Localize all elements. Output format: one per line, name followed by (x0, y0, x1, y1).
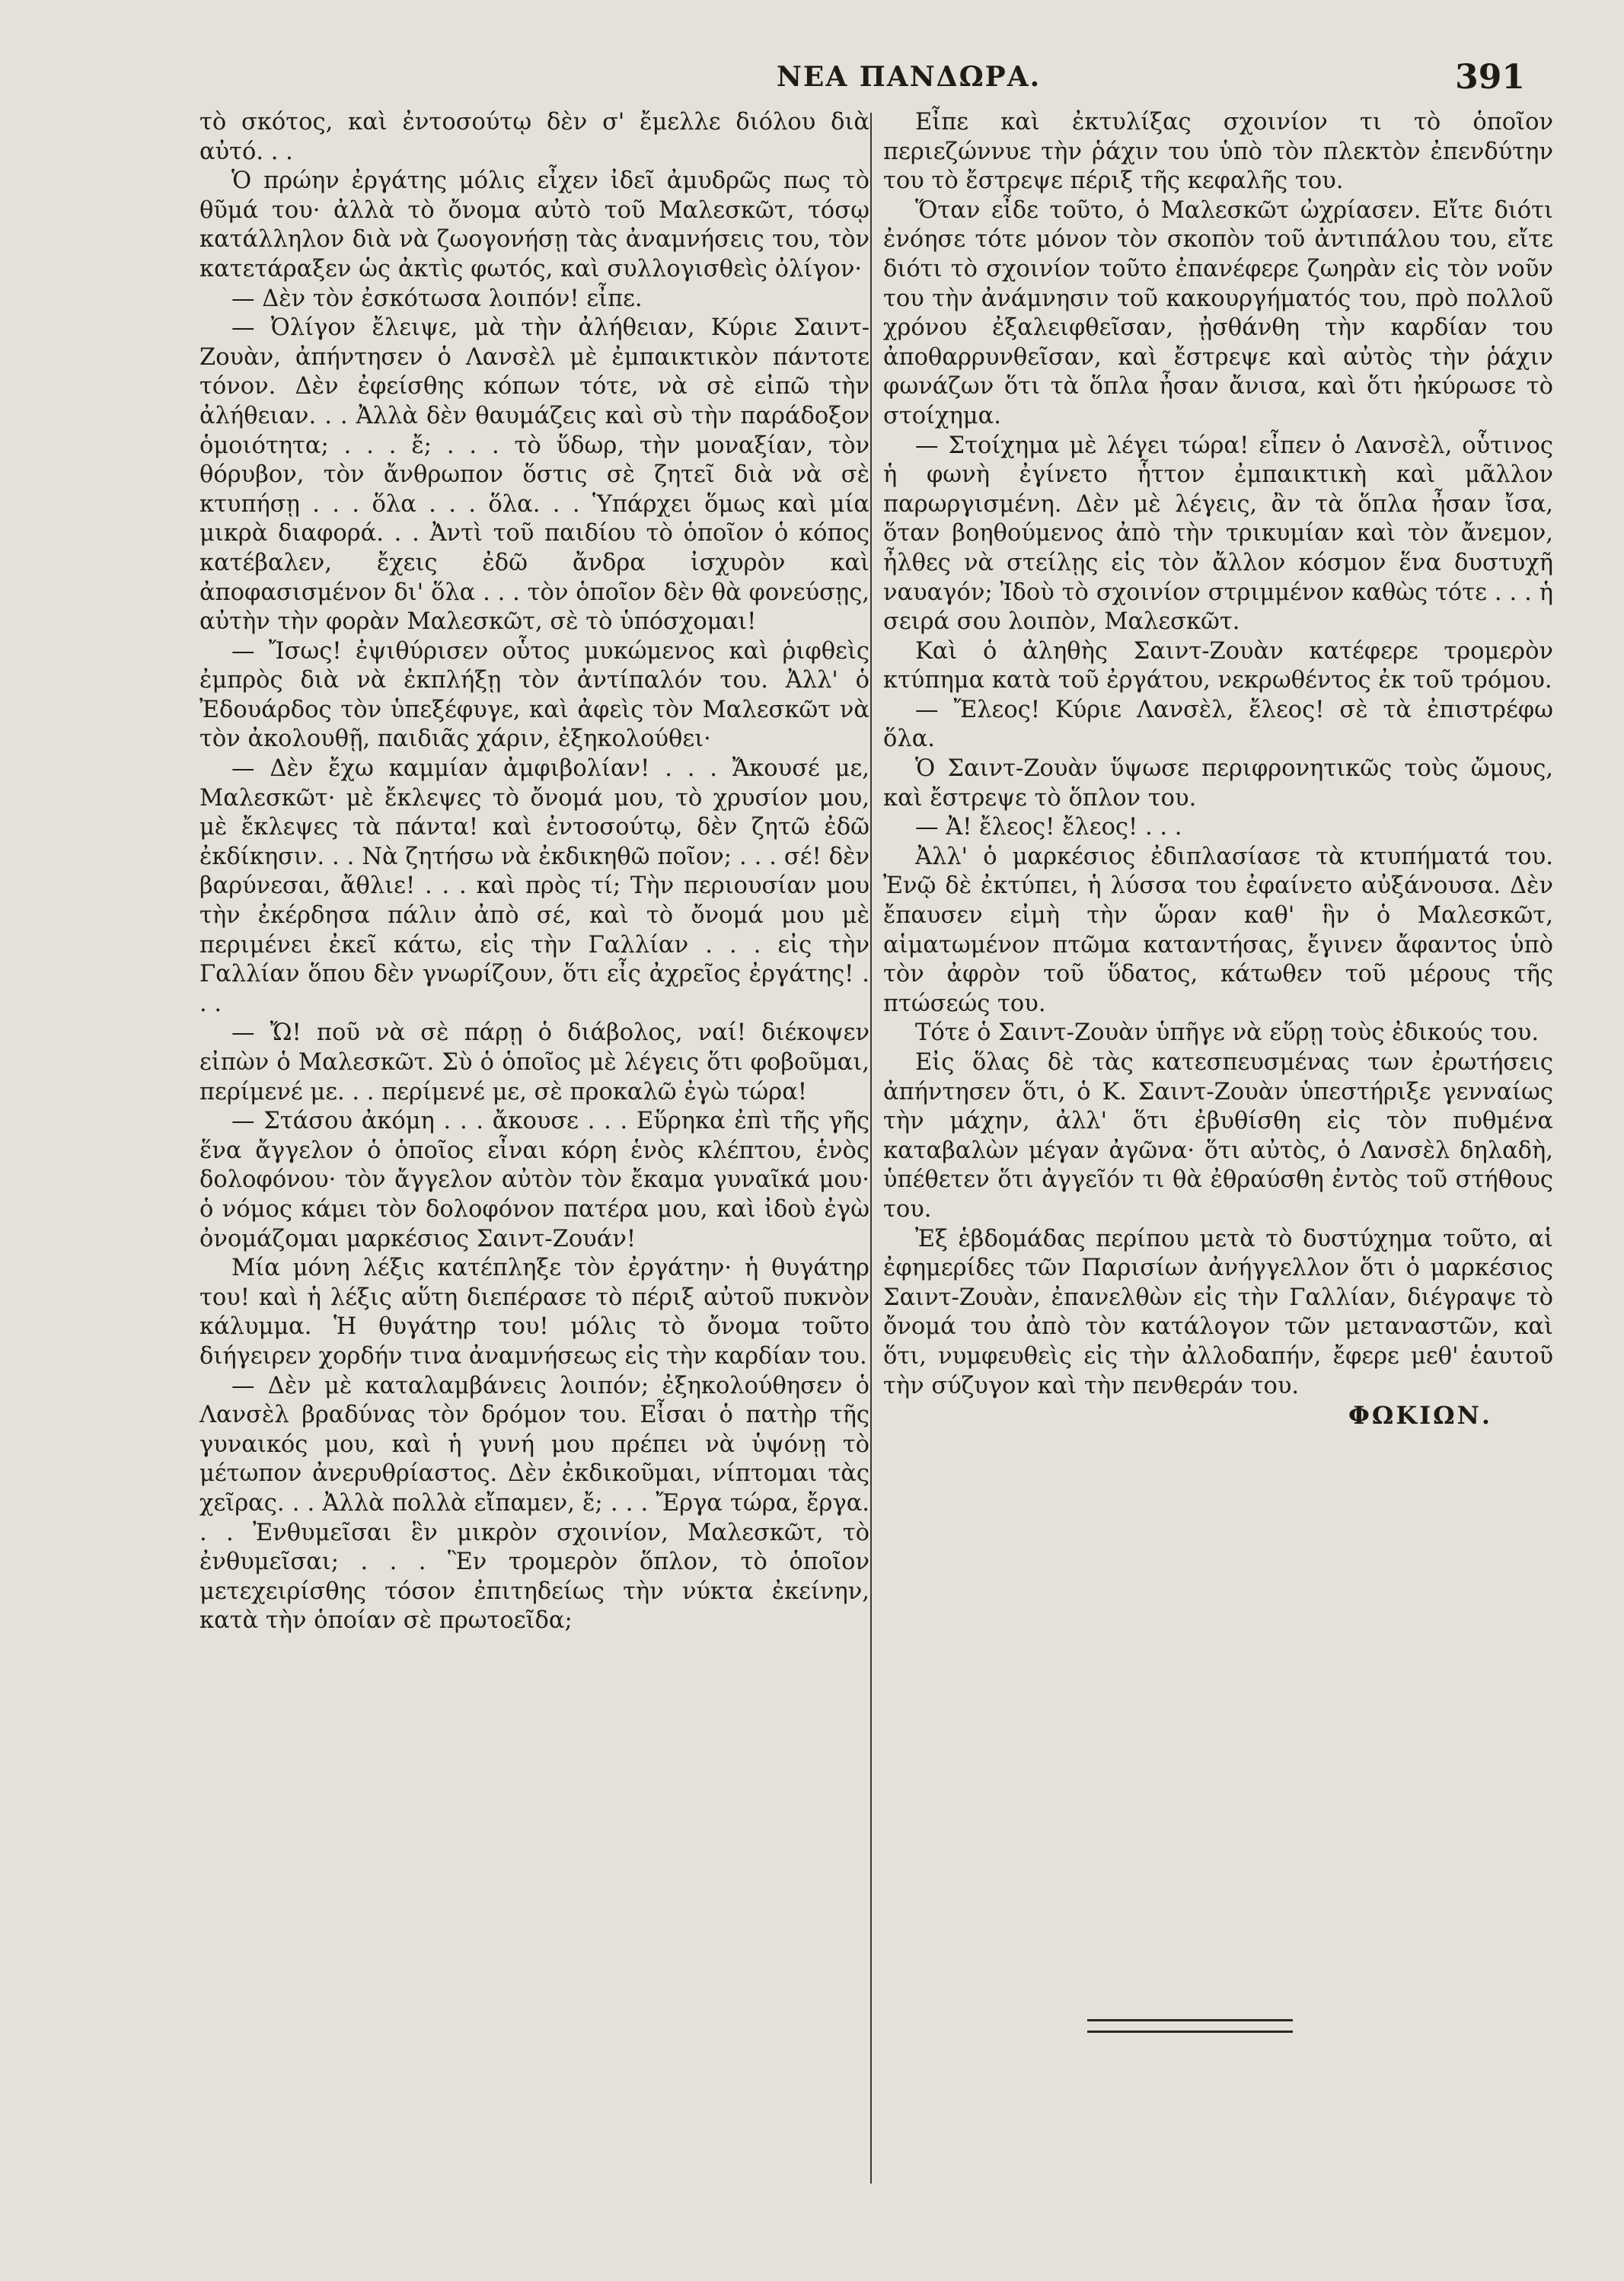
paragraph: Ἀλλ' ὁ μαρκέσιος ἐδιπλασίασε τὰ κτυπήματά του. Ἐνῷ δὲ ἐκτύπει, ἡ λύσσα του ἐφαίνετο αὐξάνουσα. Δὲν ἔπαυσεν εἰμὴ τὴν ὥραν καθ' ἣν ὁ Μαλεσκῶτ, αἱματωμένον πτῶμα καταντήσας, ἔγινεν ἄφαντος ὑπὸ τὸν ἀφρὸν τοῦ ὕδατος, κάτωθεν τοῦ μέρους τῆς πτώσεώς του. (883, 843, 1553, 1017)
paragraph: Ἐξ ἑβδομάδας περίπου μετὰ τὸ δυστύχημα τοῦτο, αἱ ἐφημερίδες τῶν Παρισίων ἀνήγγελλον ὅτι ὁ μαρκέσιος Σαιντ-Ζουὰν, ἐπανελθὼν εἰς τὴν Γαλλίαν, διέγραψε τὸ ὄνομά του ἀπὸ τὸν κατάλογον τῶν μεταναστῶν, καὶ ὅτι, νυμφευθεὶς εἰς τὴν ἀλλοδαπήν, ἔφερε μεθ' ἑαυτοῦ τὴν σύζυγον καὶ τὴν πενθεράν του. (883, 1225, 1553, 1399)
paragraph: — Ἔλεος! Κύριε Λανσὲλ, ἔλεος! σὲ τὰ ἐπιστρέφω ὅλα. (883, 696, 1553, 753)
paragraph: Τότε ὁ Σαιντ-Ζουὰν ὑπῆγε νὰ εὕρῃ τοὺς ἐδικούς του. (915, 1019, 1539, 1047)
left-column (199, 108, 869, 1636)
paragraph: — Δὲν ἔχω καμμίαν ἀμφιβολίαν! . . . Ἄκουσέ με, Μαλεσκῶτ· μὲ ἔκλεψες τὸ ὄνομά μου, τὸ χρυσίον μου, μὲ ἔκλεψες τὰ πάντα! καὶ ἐντοσούτῳ, δὲν ζητῶ ἐδῶ ἐκδίκησιν. . . Νὰ ζητήσω νὰ ἐκδικηθῶ ποῖον; . . . σέ! δὲν βαρύνεσαι, ἄθλιε! . . . καὶ πρὸς τί; Τὴν περιουσίαν μου τὴν ἐκέρδησα πάλιν ἀπὸ σέ, καὶ τὸ ὄνομά μου μὲ περιμένει ἐκεῖ κάτω, εἰς τὴν Γαλλίαν . . . εἰς τὴν Γαλλίαν ὅπου δὲν γνωρίζουν, ὅτι εἶς ἀχρεῖος ἐργάτης! . . . (199, 755, 869, 1017)
paragraph: Ὁ Σαιντ-Ζουὰν ὕψωσε περιφρονητικῶς τοὺς ὤμους, καὶ ἔστρεψε τὸ ὅπλον του. (883, 755, 1553, 812)
paragraph: — Δὲν μὲ καταλαμβάνεις λοιπόν; ἐξηκολούθησεν ὁ Λανσὲλ βραδύνας τὸν δρόμον του. Εἶσαι ὁ πατὴρ τῆς γυναικός μου, καὶ ἡ γυνή μου πρέπει νὰ ὑψόνῃ τὸ μέτωπον ἀνερυθρίαστος. Δὲν ἐκδικοῦμαι, νίπτομαι τὰς χεῖρας. . . Ἀλλὰ πολλὰ εἴπαμεν, ἔ; . . . Ἔργα τώρα, ἔργα. . . Ἐνθυμεῖσαι ἓν μικρὸν σχοινίον, Μαλεσκῶτ, τὸ ἐνθυμεῖσαι; . . . Ἓν τρομερὸν ὅπλον, τὸ ὁποῖον μετεχειρίσθης τόσον ἐπιτηδείως τὴν νύκτα ἐκείνην, κατὰ τὴν ὁποίαν σὲ πρωτοεῖδα; (199, 1372, 869, 1635)
page-number: 391 (1455, 58, 1525, 97)
paragraph: Καὶ ὁ ἀληθὴς Σαιντ-Ζουὰν κατέφερε τρομερὸν κτύπημα κατὰ τοῦ ἐργάτου, νεκρωθέντος ἐκ τοῦ τρόμου. (883, 637, 1553, 694)
paragraph: Ὅταν εἶδε τοῦτο, ὁ Μαλεσκῶτ ὠχρίασεν. Εἴτε διότι ἐνόησε τότε μόνον τὸν σκοπὸν τοῦ ἀντιπάλου του, εἴτε διότι τὸ σχοινίον τοῦτο ἐπανέφερε ζωηρὰν εἰς τὸν νοῦν του τὴν ἀνάμνησιν τοῦ κακουργήματός του, πρὸ πολλοῦ χρόνου ἐξαλειφθεῖσαν, ᾐσθάνθη τὴν καρδίαν του ἀποθαρρυνθεῖσαν, καὶ ἔστρεψε καὶ αὐτὸς τὴν ῥάχιν φωνάζων ὅτι τὰ ὅπλα ἦσαν ἄνισα, καὶ ὅτι ἠκύρωσε τὸ στοίχημα. (883, 196, 1553, 429)
end-rule (1087, 2019, 1293, 2033)
paragraph: — Ἴσως! ἐψιθύρισεν οὗτος μυκώμενος καὶ ῥιφθεὶς ἐμπρὸς διὰ νὰ ἐκπλήξῃ τὸν ἀντίπαλόν του. Ἀλλ' ὁ Ἐδουάρδος τὸν ὑπεξέφυγε, καὶ ἀφεὶς τὸν Μαλεσκῶτ νὰ τὸν ἀκολουθῇ, παιδιᾶς χάριν, ἐξηκολούθει· (199, 637, 869, 753)
paragraph: Μία μόνη λέξις κατέπληξε τὸν ἐργάτην· ἡ θυγάτηρ του! καὶ ἡ λέξις αὕτη διεπέρασε τὸ πέριξ αὐτοῦ πυκνὸν κάλυμμα. Ἡ θυγάτηρ του! μόλις τὸ ὄνομα τοῦτο διήγειρεν χορδήν τινα ἀναμνήσεως εἰς τὴν καρδίαν του. (199, 1255, 869, 1370)
running-title: ΝΕΑ ΠΑΝΔΩΡΑ. (777, 61, 1042, 93)
paragraph: τὸ σκότος, καὶ ἐντοσούτῳ δὲν σ' ἔμελλε διόλου διὰ αὐτό. . . (199, 109, 869, 165)
paragraph: — Στάσου ἀκόμη . . . ἄκουσε . . . Εὕρηκα ἐπὶ τῆς γῆς ἕνα ἄγγελον ὁ ὁποῖος εἶναι κόρη ἑνὸς κλέπτου, ἑνὸς δολοφόνου· τὸν ἄγγελον αὐτὸν τὸν ἔκαμα γυναῖκά μου· ὁ νόμος κάμει τὸν δολοφόνον πατέρα μου, καὶ ἰδοὺ ἐγὼ ὀνομάζομαι μαρκέσιος Σαιντ-Ζουάν! (199, 1108, 869, 1252)
paragraph: Ὁ πρώην ἐργάτης μόλις εἶχεν ἰδεῖ ἀμυδρῶς πως τὸ θῦμά του· ἀλλὰ τὸ ὄνομα αὐτὸ τοῦ Μαλεσκῶτ, τόσῳ κατάλληλον διὰ νὰ ζωογονήσῃ τὰς ἀναμνήσεις του, τὸν κατετάραξεν ὡς ἀκτὶς φωτός, καὶ συλλογισθεὶς ὀλίγον· (199, 167, 869, 282)
column-divider (870, 113, 872, 2184)
paragraph: — Ὤ! ποῦ νὰ σὲ πάρῃ ὁ διάβολος, ναί! διέκοψεν εἰπὼν ὁ Μαλεσκῶτ. Σὺ ὁ ὁποῖος μὲ λέγεις ὅτι φοβοῦμαι, περίμενέ με. . . περίμενέ με, σὲ προκαλῶ ἐγὼ τώρα! (199, 1019, 869, 1105)
right-column (883, 108, 1553, 1431)
author-signature: ΦΩΚΙΩΝ. (1348, 1401, 1492, 1431)
paragraph: — Ἀ! ἔλεος! ἔλεος! . . . (915, 814, 1182, 841)
paragraph: Εἰς ὅλας δὲ τὰς κατεσπευσμένας των ἐρωτήσεις ἀπήντησεν ὅτι, ὁ Κ. Σαιντ-Ζουὰν ὑπεστήριξε γενναίως τὴν μάχην, ἀλλ' ὅτι ἐβυθίσθη εἰς τὸν πυθμένα καταβαλὼν μέγαν ἀγῶνα· ὅτι αὐτὸς, ὁ Λανσὲλ δηλαδὴ, ὑπέθετεν ὅτι ἀγγεῖόν τι θὰ ἐθραύσθη ἐντὸς τοῦ στήθους του. (883, 1049, 1553, 1223)
paragraph: — Στοίχημα μὲ λέγει τώρα! εἶπεν ὁ Λανσὲλ, οὗτινος ἡ φωνὴ ἐγίνετο ἧττον ἐμπαικτικὴ καὶ μᾶλλον παρωργισμένη. Δὲν μὲ λέγεις, ἂν τὰ ὅπλα ἦσαν ἴσα, ὅταν βοηθούμενος ἀπὸ τὴν τρικυμίαν καὶ τὸν ἄνεμον, ἦλθες νὰ στείλῃς εἰς τὸν ἄλλον κόσμον ἕνα δυστυχῆ ναυαγόν; Ἰδοὺ τὸ σχοινίον στριμμένον καθὼς τότε . . . ἡ σειρά σου λοιπὸν, Μαλεσκῶτ. (883, 432, 1553, 636)
running-head (0, 58, 1624, 107)
paragraph: Εἶπε καὶ ἐκτυλίξας σχοινίον τι τὸ ὁποῖον περιεζώννυε τὴν ῥάχιν του ὑπὸ τὸν πλεκτὸν ἐπενδύτην του τὸ ἔστρεψε πέριξ τῆς κεφαλῆς του. (883, 109, 1553, 195)
paragraph: — Ὀλίγον ἔλειψε, μὰ τὴν ἀλήθειαν, Κύριε Σαιντ-Ζουὰν, ἀπήντησεν ὁ Λανσὲλ μὲ ἐμπαικτικὸν πάντοτε τόνον. Δὲν ἐφείσθης κόπων τότε, νὰ σὲ εἰπῶ τὴν ἀλήθειαν. . . Ἀλλὰ δὲν θαυμάζεις καὶ σὺ τὴν παράδοξον ὁμοιότητα; . . . ἔ; . . . τὸ ὕδωρ, τὴν μοναξίαν, τὸν θόρυβον, τὸν ἄνθρωπον ὅστις σὲ ζητεῖ διὰ νὰ σὲ κτυπήσῃ . . . ὅλα . . . ὅλα. . . Ὑπάρχει ὅμως καὶ μία μικρὰ διαφορά. . . Ἀντὶ τοῦ παιδίου τὸ ὁποῖον ὁ κόπος κατέβαλεν, ἔχεις ἐδῶ ἄνδρα ἰσχυρὸν καὶ ἀποφασισμένον δι' ὅλα . . . τὸν ὁποῖον δὲν θὰ φονεύσῃς, αὐτὴν τὴν φορὰν Μαλεσκῶτ, σὲ τὸ ὑπόσχομαι! (199, 314, 869, 636)
paragraph: — Δὲν τὸν ἐσκότωσα λοιπόν! εἶπε. (231, 285, 643, 312)
